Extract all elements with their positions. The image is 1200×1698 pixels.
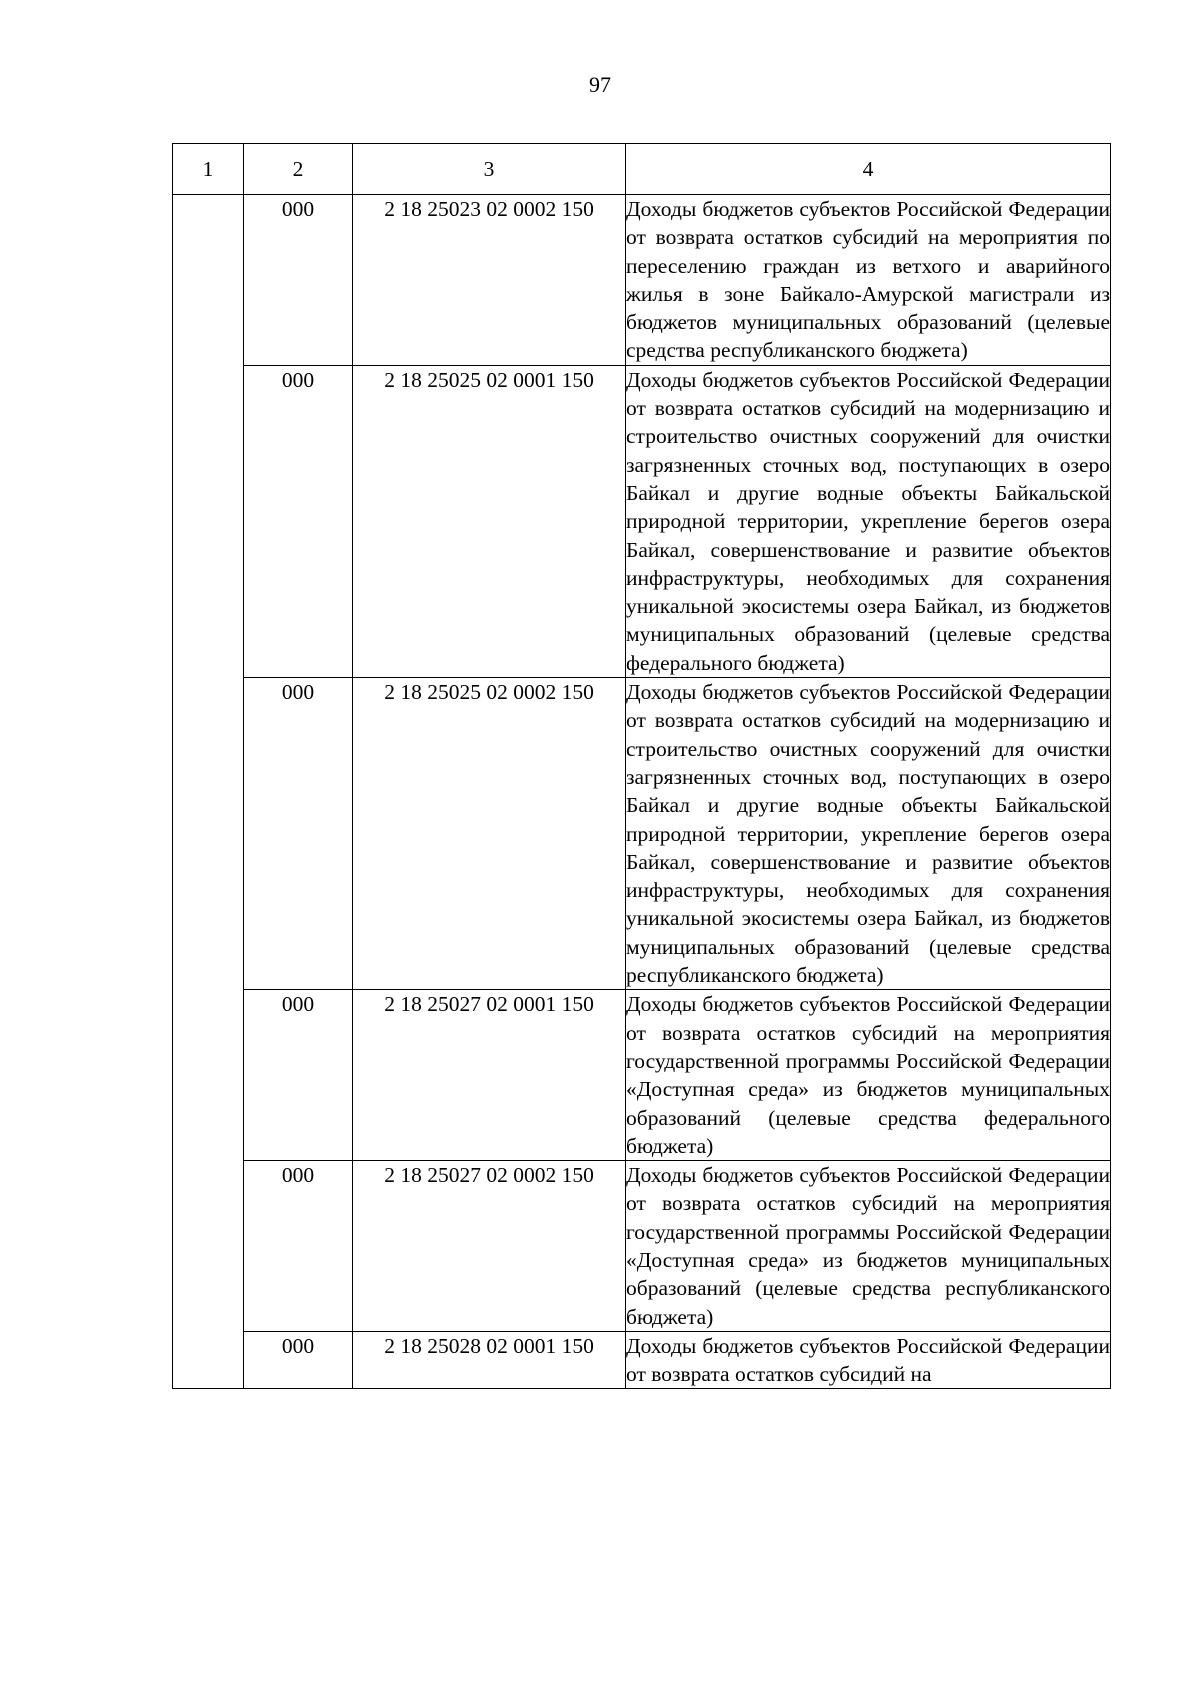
budget-code-cell: 2 18 25028 02 0001 150 [353, 1331, 626, 1389]
admin-code-cell: 000 [244, 678, 353, 990]
table-row [173, 365, 1111, 677]
table-header-row [173, 144, 1111, 195]
budget-code-cell: 2 18 25023 02 0002 150 [353, 195, 626, 366]
table-row [173, 1161, 1111, 1332]
admin-code-cell: 000 [244, 990, 353, 1161]
admin-code-cell: 000 [244, 195, 353, 366]
budget-code-cell: 2 18 25027 02 0001 150 [353, 990, 626, 1161]
description-cell: Доходы бюджетов субъектов Российской Федерации от возврата остатков субсидий на мероприятия государственной программы Российской Федерации «Доступная среда» из бюджетов муниципальных образований (целевые средства республиканского бюджета) [626, 1161, 1111, 1332]
table-row [173, 990, 1111, 1161]
description-cell: Доходы бюджетов субъектов Российской Федерации от возврата остатков субсидий на мероприятия по переселению граждан из ветхого и аварийного жилья в зоне Байкало-Амурской магистрали из бюджетов муниципальных образований (целевые средства республиканского бюджета) [626, 195, 1111, 366]
description-cell: Доходы бюджетов субъектов Российской Федерации от возврата остатков субсидий на модернизацию и строительство очистных сооружений для очистки загрязненных сточных вод, поступающих в озеро Байкал и другие водные объекты Байкальской природной территории, укрепление берегов озера Байкал, совершенствование и развитие объектов инфраструктуры, необходимых для сохранения уникальной экосистемы озера Байкал, из бюджетов муниципальных образований (целевые средства республиканского бюджета) [626, 678, 1111, 990]
table-row [173, 678, 1111, 990]
table-row [173, 195, 1111, 366]
description-cell: Доходы бюджетов субъектов Российской Федерации от возврата остатков субсидий на мероприятия государственной программы Российской Федерации «Доступная среда» из бюджетов муниципальных образований (целевые средства федерального бюджета) [626, 990, 1111, 1161]
budget-code-cell: 2 18 25025 02 0002 150 [353, 678, 626, 990]
header-cell-3: 3 [353, 144, 626, 195]
header-cell-1: 1 [173, 144, 244, 195]
group-cell [173, 195, 244, 1389]
admin-code-cell: 000 [244, 365, 353, 677]
description-cell: Доходы бюджетов субъектов Российской Федерации от возврата остатков субсидий на модернизацию и строительство очистных сооружений для очистки загрязненных сточных вод, поступающих в озеро Байкал и другие водные объекты Байкальской природной территории, укрепление берегов озера Байкал, совершенствование и развитие объектов инфраструктуры, необходимых для сохранения уникальной экосистемы озера Байкал, из бюджетов муниципальных образований (целевые средства федерального бюджета) [626, 365, 1111, 677]
table-row [173, 1331, 1111, 1389]
budget-code-cell: 2 18 25027 02 0002 150 [353, 1161, 626, 1332]
budget-codes-table [172, 143, 1111, 1389]
budget-code-cell: 2 18 25025 02 0001 150 [353, 365, 626, 677]
admin-code-cell: 000 [244, 1331, 353, 1389]
description-cell: Доходы бюджетов субъектов Российской Федерации от возврата остатков субсидий на [626, 1331, 1111, 1389]
page-number: 97 [589, 72, 611, 97]
header-cell-4: 4 [626, 144, 1111, 195]
header-cell-2: 2 [244, 144, 353, 195]
admin-code-cell: 000 [244, 1161, 353, 1332]
